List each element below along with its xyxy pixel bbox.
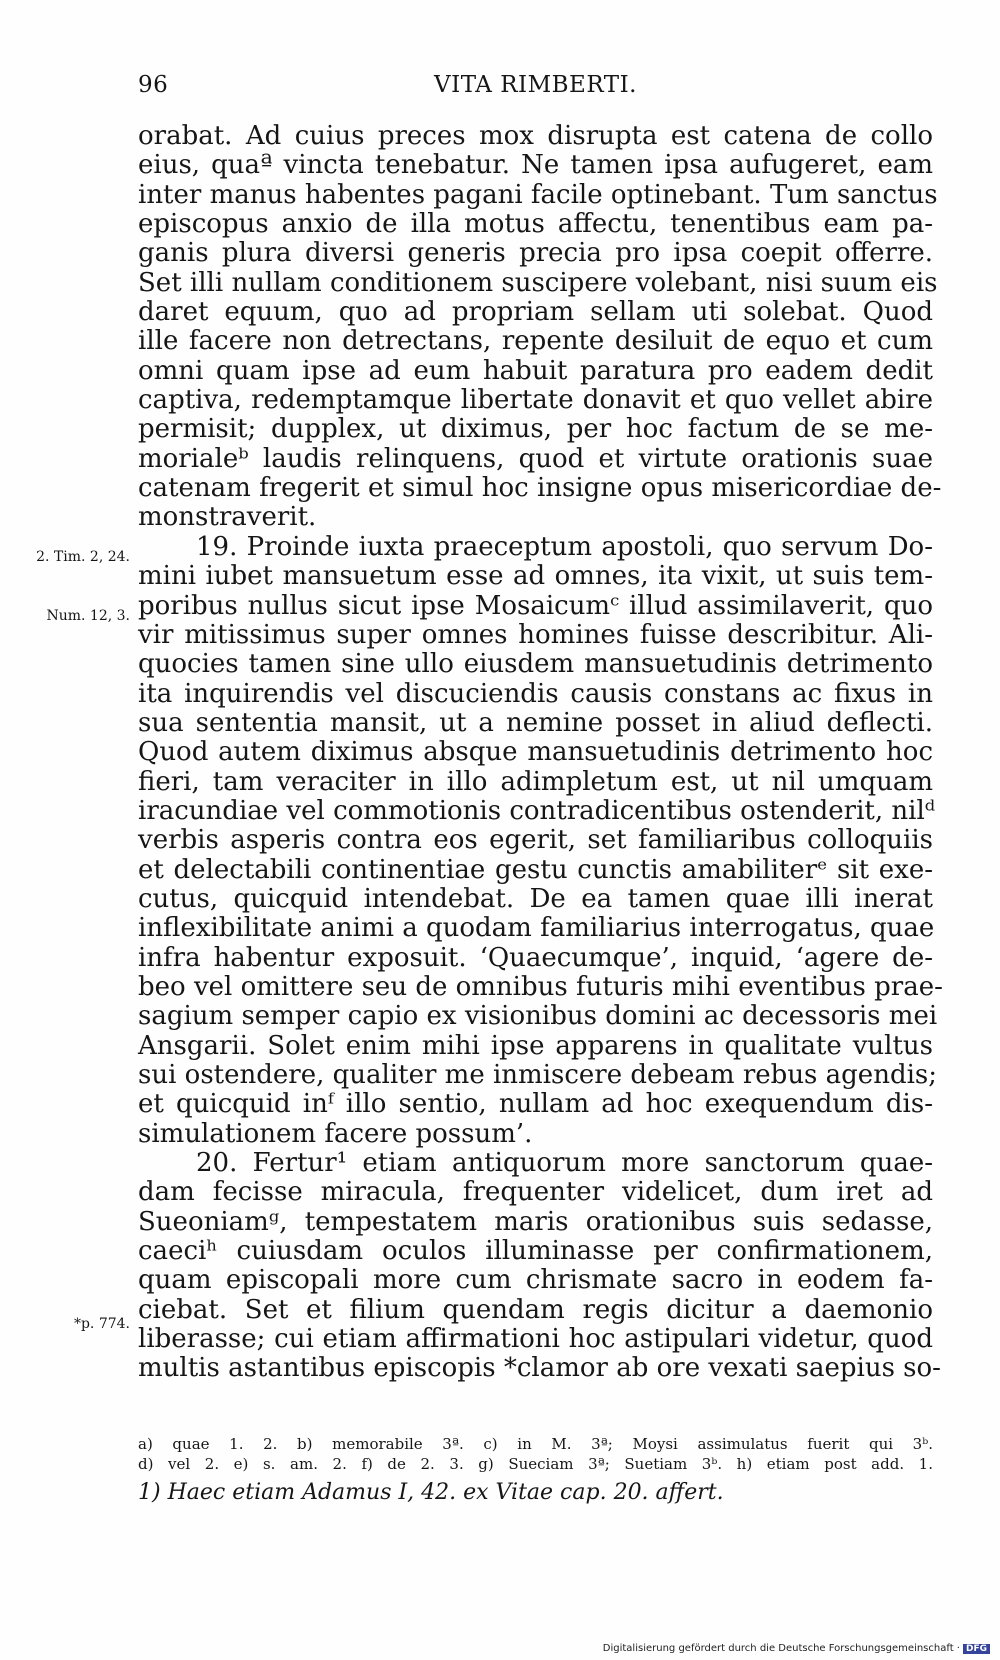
text-line: ille facere non detrectans, repente desiluit de equo et cum xyxy=(138,326,933,357)
text-line: vir mitissimus super omnes homines fuisse describitur. Ali- xyxy=(138,619,933,650)
text-line: Ansgarii. Solet enim mihi ipse apparens in qualitate vultus xyxy=(138,1030,933,1061)
dfg-logo: DFG xyxy=(963,1644,990,1654)
text-line: captiva, redemptamque libertate donavit et quo vellet abire xyxy=(138,385,933,416)
margin-note-page-ref: *p. 774. xyxy=(73,1316,130,1332)
source-footnote xyxy=(138,1480,933,1505)
footnote-line: a) quae 1. 2. b) memorabile 3ª. c) in M. 3ª; Moysi assimulatus fuerit qui 3ᵇ. xyxy=(138,1435,933,1453)
text-line: poribus nullus sicut ipse Mosaicumᶜ illud assimilaverit, quo xyxy=(138,590,933,621)
margin-note-tim: 2. Tim. 2, 24. xyxy=(36,549,130,565)
text-line: verbis asperis contra eos egerit, set familiaribus colloquiis xyxy=(138,825,933,856)
section-20-start: 20. Fertur¹ etiam antiquorum more sanctorum quae- xyxy=(196,1148,933,1179)
text-line: permisit; dupplex, ut diximus, per hoc factum de se me- xyxy=(138,414,933,445)
text-line: cutus, quicquid intendebat. De ea tamen quae illi inerat xyxy=(138,883,933,914)
text-line: inter manus habentes pagani facile optinebant. Tum sanctus xyxy=(138,179,938,210)
text-line: liberasse; cui etiam affirmationi hoc astipulari videtur, quod xyxy=(138,1324,933,1355)
text-line: morialeᵇ laudis relinquens, quod et virtute orationis suae xyxy=(138,443,933,474)
page-number: 96 xyxy=(138,72,169,98)
source-footnote-text: 1) Haec etiam Adamus I, 42. ex Vitae cap. 20. affert. xyxy=(138,1480,724,1505)
text-line: catenam fregerit et simul hoc insigne opus misericordiae de- xyxy=(138,473,942,504)
text-line: fieri, tam veraciter in illo adimpletum est, ut nil umquam xyxy=(138,766,933,797)
text-line: ciebat. Set et filium quendam regis dicitur a daemonio xyxy=(138,1294,933,1325)
text-line: sui ostendere, qualiter me inmiscere debeam rebus agendis; xyxy=(138,1060,938,1090)
text-line: quam episcopali more cum chrismate sacro in eodem fa- xyxy=(138,1265,933,1296)
text-line: orabat. Ad cuius preces mox disrupta est catena de collo xyxy=(138,121,933,151)
text-line: ita inquirendis vel discuciendis causis constans ac fixus in xyxy=(138,678,933,709)
text-line: dam fecisse miracula, frequenter videlicet, dum iret ad xyxy=(138,1177,933,1208)
running-title: VITA RIMBERTI. xyxy=(434,72,637,98)
text-line: simulationem facere possum’. xyxy=(138,1118,533,1149)
text-line: omni quam ipse ad eum habuit paratura pro eadem dedit xyxy=(138,355,933,386)
main-text xyxy=(138,121,943,1384)
digitization-credit-text: Digitalisierung gefördert durch die Deutsche Forschungsgemeinschaft · xyxy=(602,1643,960,1654)
text-line: sagium semper capio ex visionibus domini ac decessoris mei xyxy=(138,1001,938,1032)
text-line: mini iubet mansuetum esse ad omnes, ita vixit, ut suis tem- xyxy=(138,561,933,592)
text-line: monstraverit. xyxy=(138,502,317,533)
text-line: multis astantibus episcopis *clamor ab ore vexati saepius so- xyxy=(138,1353,941,1384)
footnote-line: d) vel 2. e) s. am. 2. f) de 2. 3. g) Sueciam 3ª; Suetiam 3ᵇ. h) etiam post add. 1. xyxy=(138,1455,933,1473)
text-line: ganis plura diversi generis precia pro ipsa coepit offerre. xyxy=(138,238,933,269)
text-line: et delectabili continentiae gestu cunctis amabiliterᵉ sit exe- xyxy=(138,854,933,885)
text-line: quocies tamen sine ullo eiusdem mansuetudinis detrimento xyxy=(138,649,933,680)
critical-apparatus xyxy=(138,1434,933,1474)
text-line: Quod autem diximus absque mansuetudinis detrimento hoc xyxy=(138,737,933,768)
text-line: inflexibilitate animi a quodam familiarius interrogatus, quae xyxy=(138,913,935,944)
text-line: iracundiae vel commotionis contradicentibus ostenderit, nilᵈ xyxy=(138,795,936,826)
text-line: beo vel omittere seu de omnibus futuris mihi eventibus prae- xyxy=(138,971,943,1002)
text-line: caeciʰ cuiusdam oculos illuminasse per confirmationem, xyxy=(138,1236,933,1267)
text-line: et quicquid inᶠ illo sentio, nullam ad hoc exequendum dis- xyxy=(138,1089,933,1120)
text-line: episcopus anxio de illa motus affectu, tenentibus eam pa- xyxy=(138,209,933,240)
digitization-credit xyxy=(603,1643,990,1654)
page-header xyxy=(138,72,933,102)
margin-note-num: Num. 12, 3. xyxy=(46,608,130,624)
text-line: Set illi nullam conditionem suscipere volebant, nisi suum eis xyxy=(138,267,938,298)
section-19-start: 19. Proinde iuxta praeceptum apostoli, quo servum Do- xyxy=(196,531,933,562)
text-line: eius, quaª vincta tenebatur. Ne tamen ipsa aufugeret, eam xyxy=(138,150,933,181)
text-line: daret equum, quo ad propriam sellam uti solebat. Quod xyxy=(138,297,933,328)
text-line: Sueoniamᵍ, tempestatem maris orationibus suis sedasse, xyxy=(138,1206,933,1237)
text-line: sua sententia mansit, ut a nemine posset in aliud deflecti. xyxy=(138,707,933,738)
text-line: infra habentur exposuit. ‘Quaecumque’, inquid, ‘agere de- xyxy=(138,942,933,973)
